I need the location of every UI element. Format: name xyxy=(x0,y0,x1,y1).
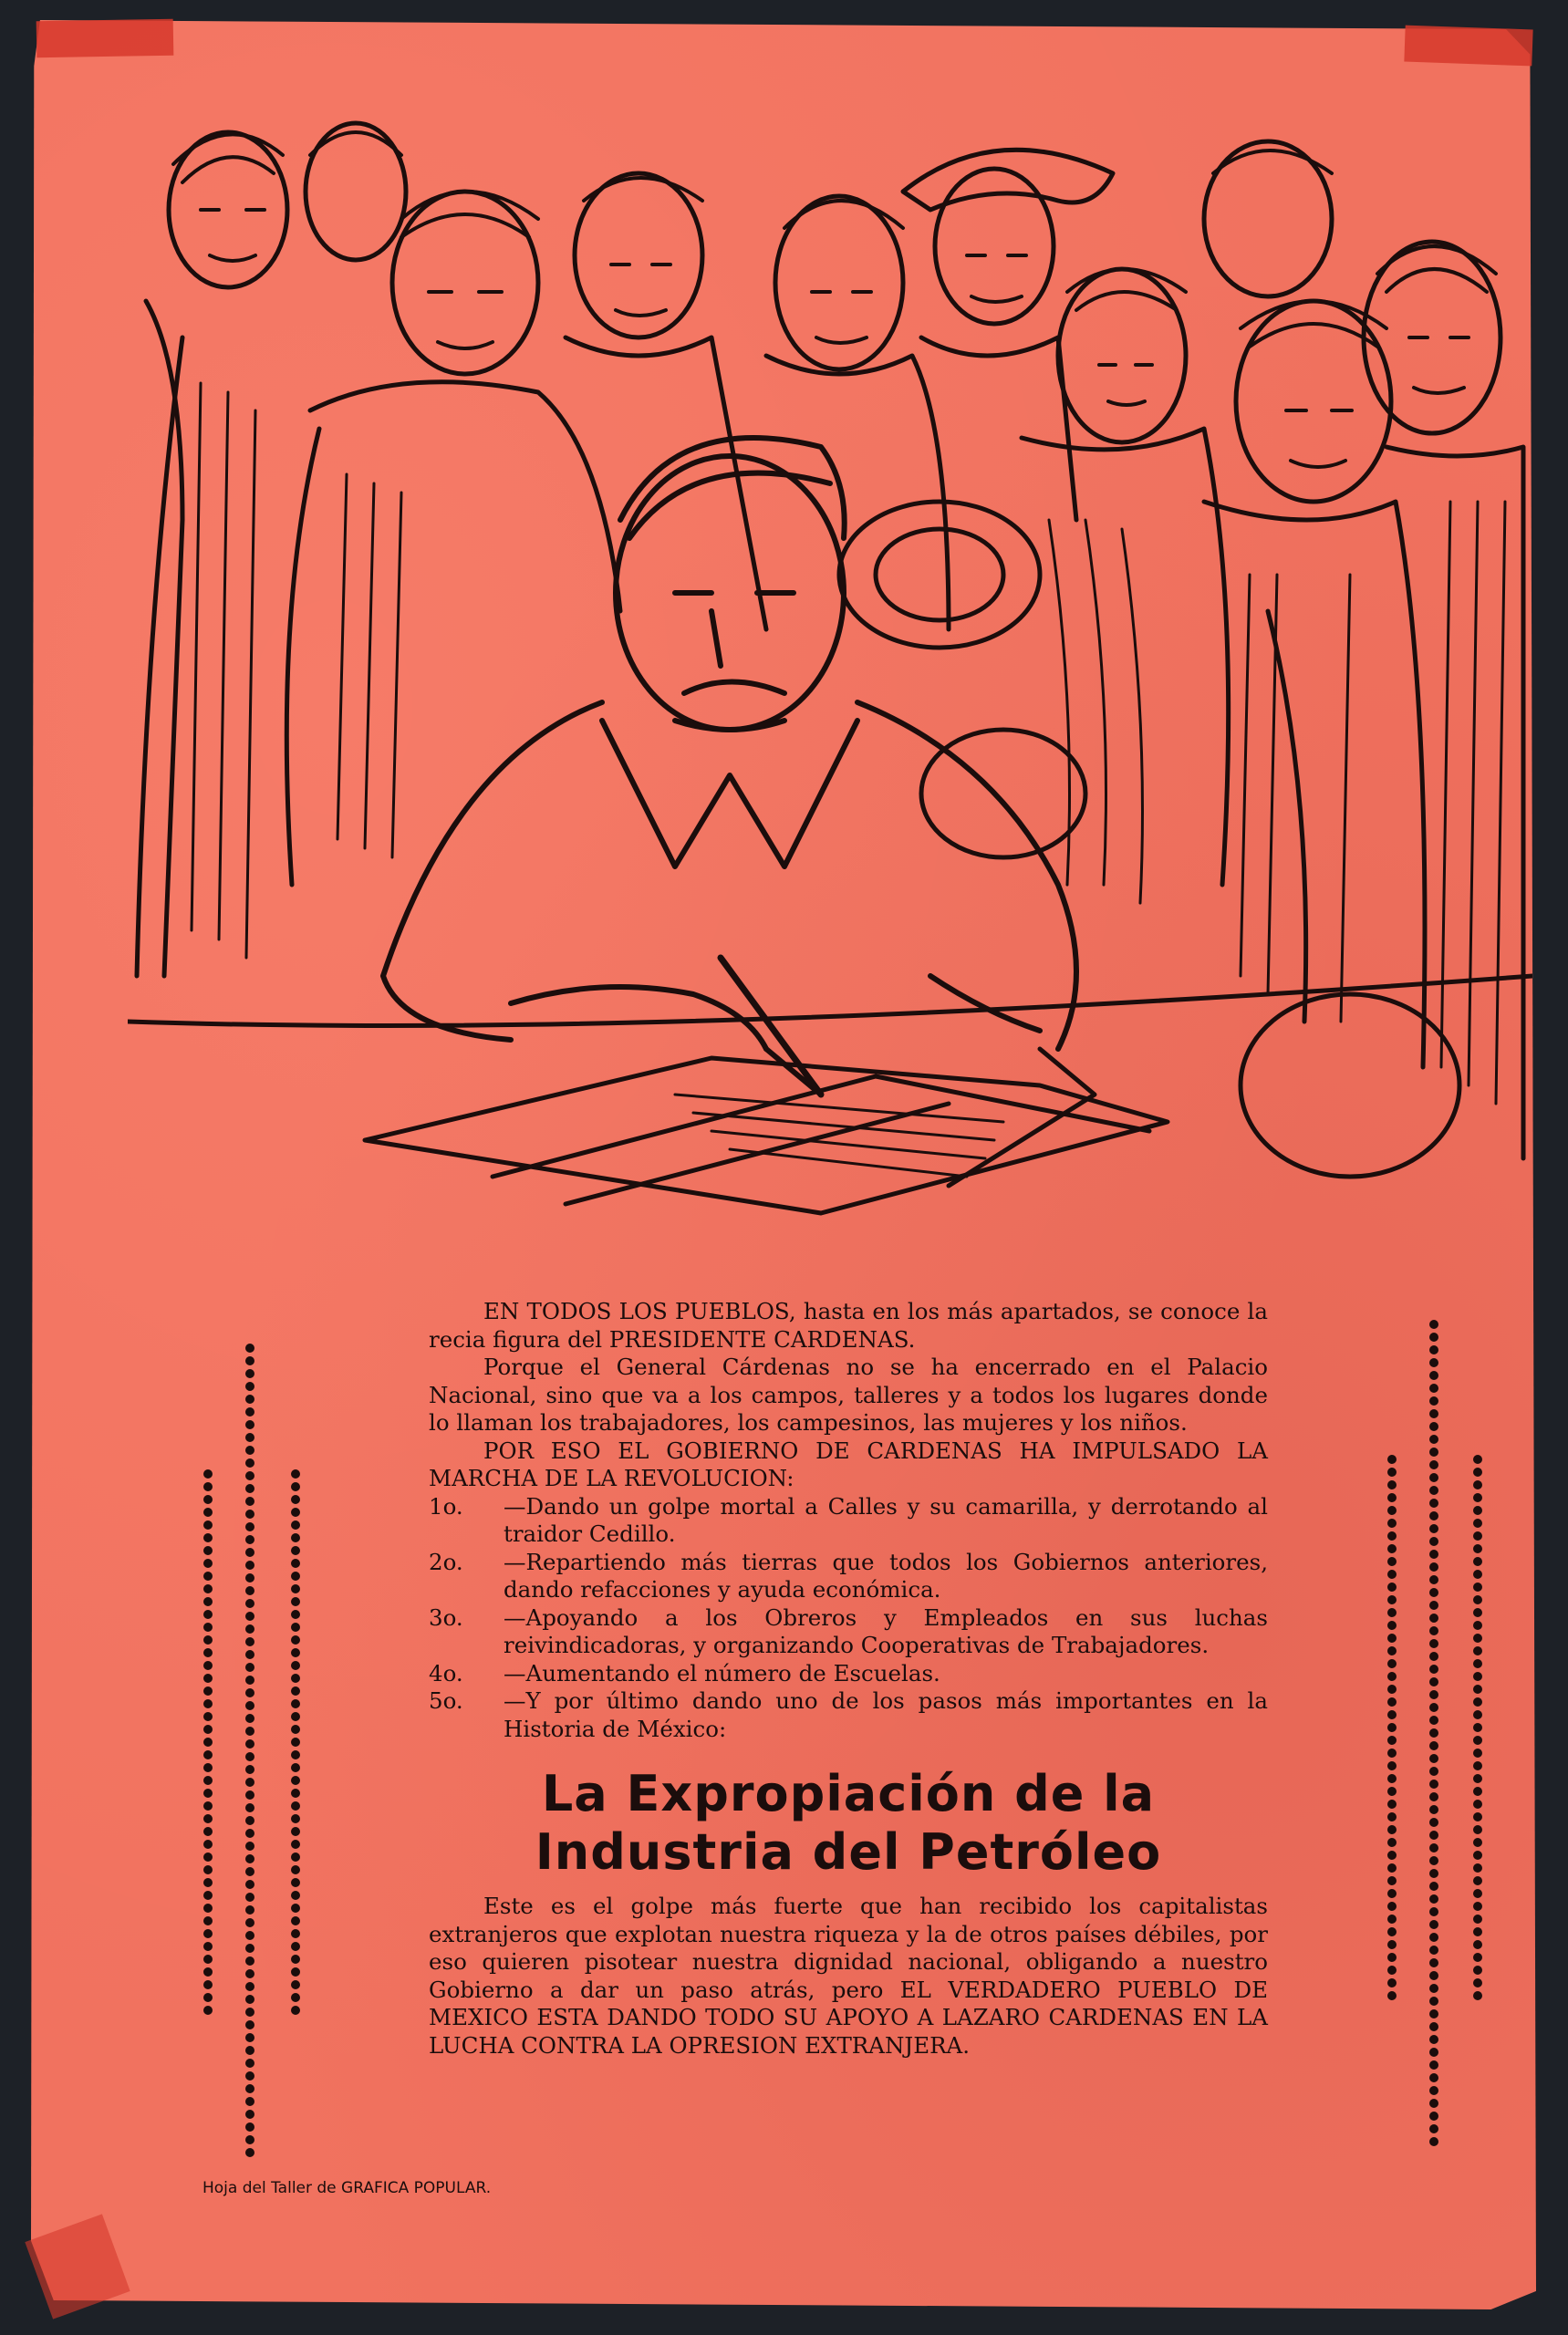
item-text: —Apoyando a los Obreros y Empleados en sus luchas reivindicadoras, y organizando Cooperativas de Trabajadores. xyxy=(504,1603,1268,1658)
list-item xyxy=(429,1549,1268,1604)
item-text: —Dando un golpe mortal a Calles y su camarilla, y derrotando al traidor Cedillo. xyxy=(504,1492,1268,1547)
dot-bar-right-short-2 xyxy=(1472,1454,1483,2010)
item-number: 5o. xyxy=(429,1687,463,1714)
dot-bar-right-short-1 xyxy=(1386,1454,1397,2010)
dot-bar-left-short-1 xyxy=(202,1468,213,2025)
item-number: 3o. xyxy=(429,1603,463,1631)
list-item xyxy=(429,1493,1268,1549)
list-item xyxy=(429,1604,1268,1660)
poster-body xyxy=(429,1298,1268,2060)
dot-bar-left-short-2 xyxy=(290,1468,301,2025)
dot-bar-right-long xyxy=(1428,1319,1439,2149)
item-text: —Repartiendo más tierras que todos los Gobiernos anteriores, dando refacciones y ayuda económica. xyxy=(504,1548,1268,1603)
list-item xyxy=(429,1660,1268,1688)
item-number: 1o. xyxy=(429,1492,463,1520)
intro-rest: hasta en los más apartados, se conoce la recia figura del xyxy=(429,1298,1268,1353)
printer-credit: Hoja del Taller de GRAFICA POPULAR. xyxy=(202,2179,492,2197)
list-item xyxy=(429,1687,1268,1743)
item-number: 4o. xyxy=(429,1659,463,1686)
tape-top-right xyxy=(1404,26,1532,67)
headline-line-1: La Expropiación de la xyxy=(541,1765,1156,1822)
closing-caps: EL VERDADERO PUEBLO DE MEXICO ESTA DANDO TODO SU APOYO A LAZARO CARDENAS EN LA LUCHA CONTRA LA OPRESION EXTRANJERA. xyxy=(429,1976,1268,2059)
section-heading: POR ESO EL GOBIERNO DE CARDENAS HA IMPULSADO LA MARCHA DE LA REVOLUCION: xyxy=(429,1437,1268,1491)
closing-text: Este es el golpe más fuerte que han recibido los capitalistas extranjeros que explotan nuestra riqueza y la de otros países débiles, por eso quieren pisotear nuestra dignidad nacional, obligando a nuestro Gobierno a dar un paso atrás, pero xyxy=(429,1893,1268,2003)
headline xyxy=(429,1765,1268,1882)
item-number: 2o. xyxy=(429,1548,463,1575)
tape-top-left xyxy=(36,19,174,58)
intro-name: PRESIDENTE CARDENAS. xyxy=(608,1325,916,1353)
linocut-illustration xyxy=(128,64,1532,1286)
dot-bar-left-long xyxy=(244,1343,255,2164)
intro-caps: EN TODOS LOS PUEBLOS, xyxy=(483,1298,796,1324)
item-text: —Y por último dando uno de los pasos más importantes en la Historia de México: xyxy=(504,1687,1268,1742)
headline-line-2: Industria del Petróleo xyxy=(535,1823,1162,1881)
closing-paragraph xyxy=(429,1893,1268,2060)
intro-paragraph xyxy=(429,1298,1268,1354)
item-text: —Aumentando el número de Escuelas. xyxy=(504,1659,940,1686)
paragraph-2: Porque el General Cárdenas no se ha encerrado en el Palacio Nacional, sino que va a los campos, talleres y a todos los lugares donde lo llaman los trabajadores, los campesinos, las mujeres y los niños. xyxy=(429,1354,1268,1436)
